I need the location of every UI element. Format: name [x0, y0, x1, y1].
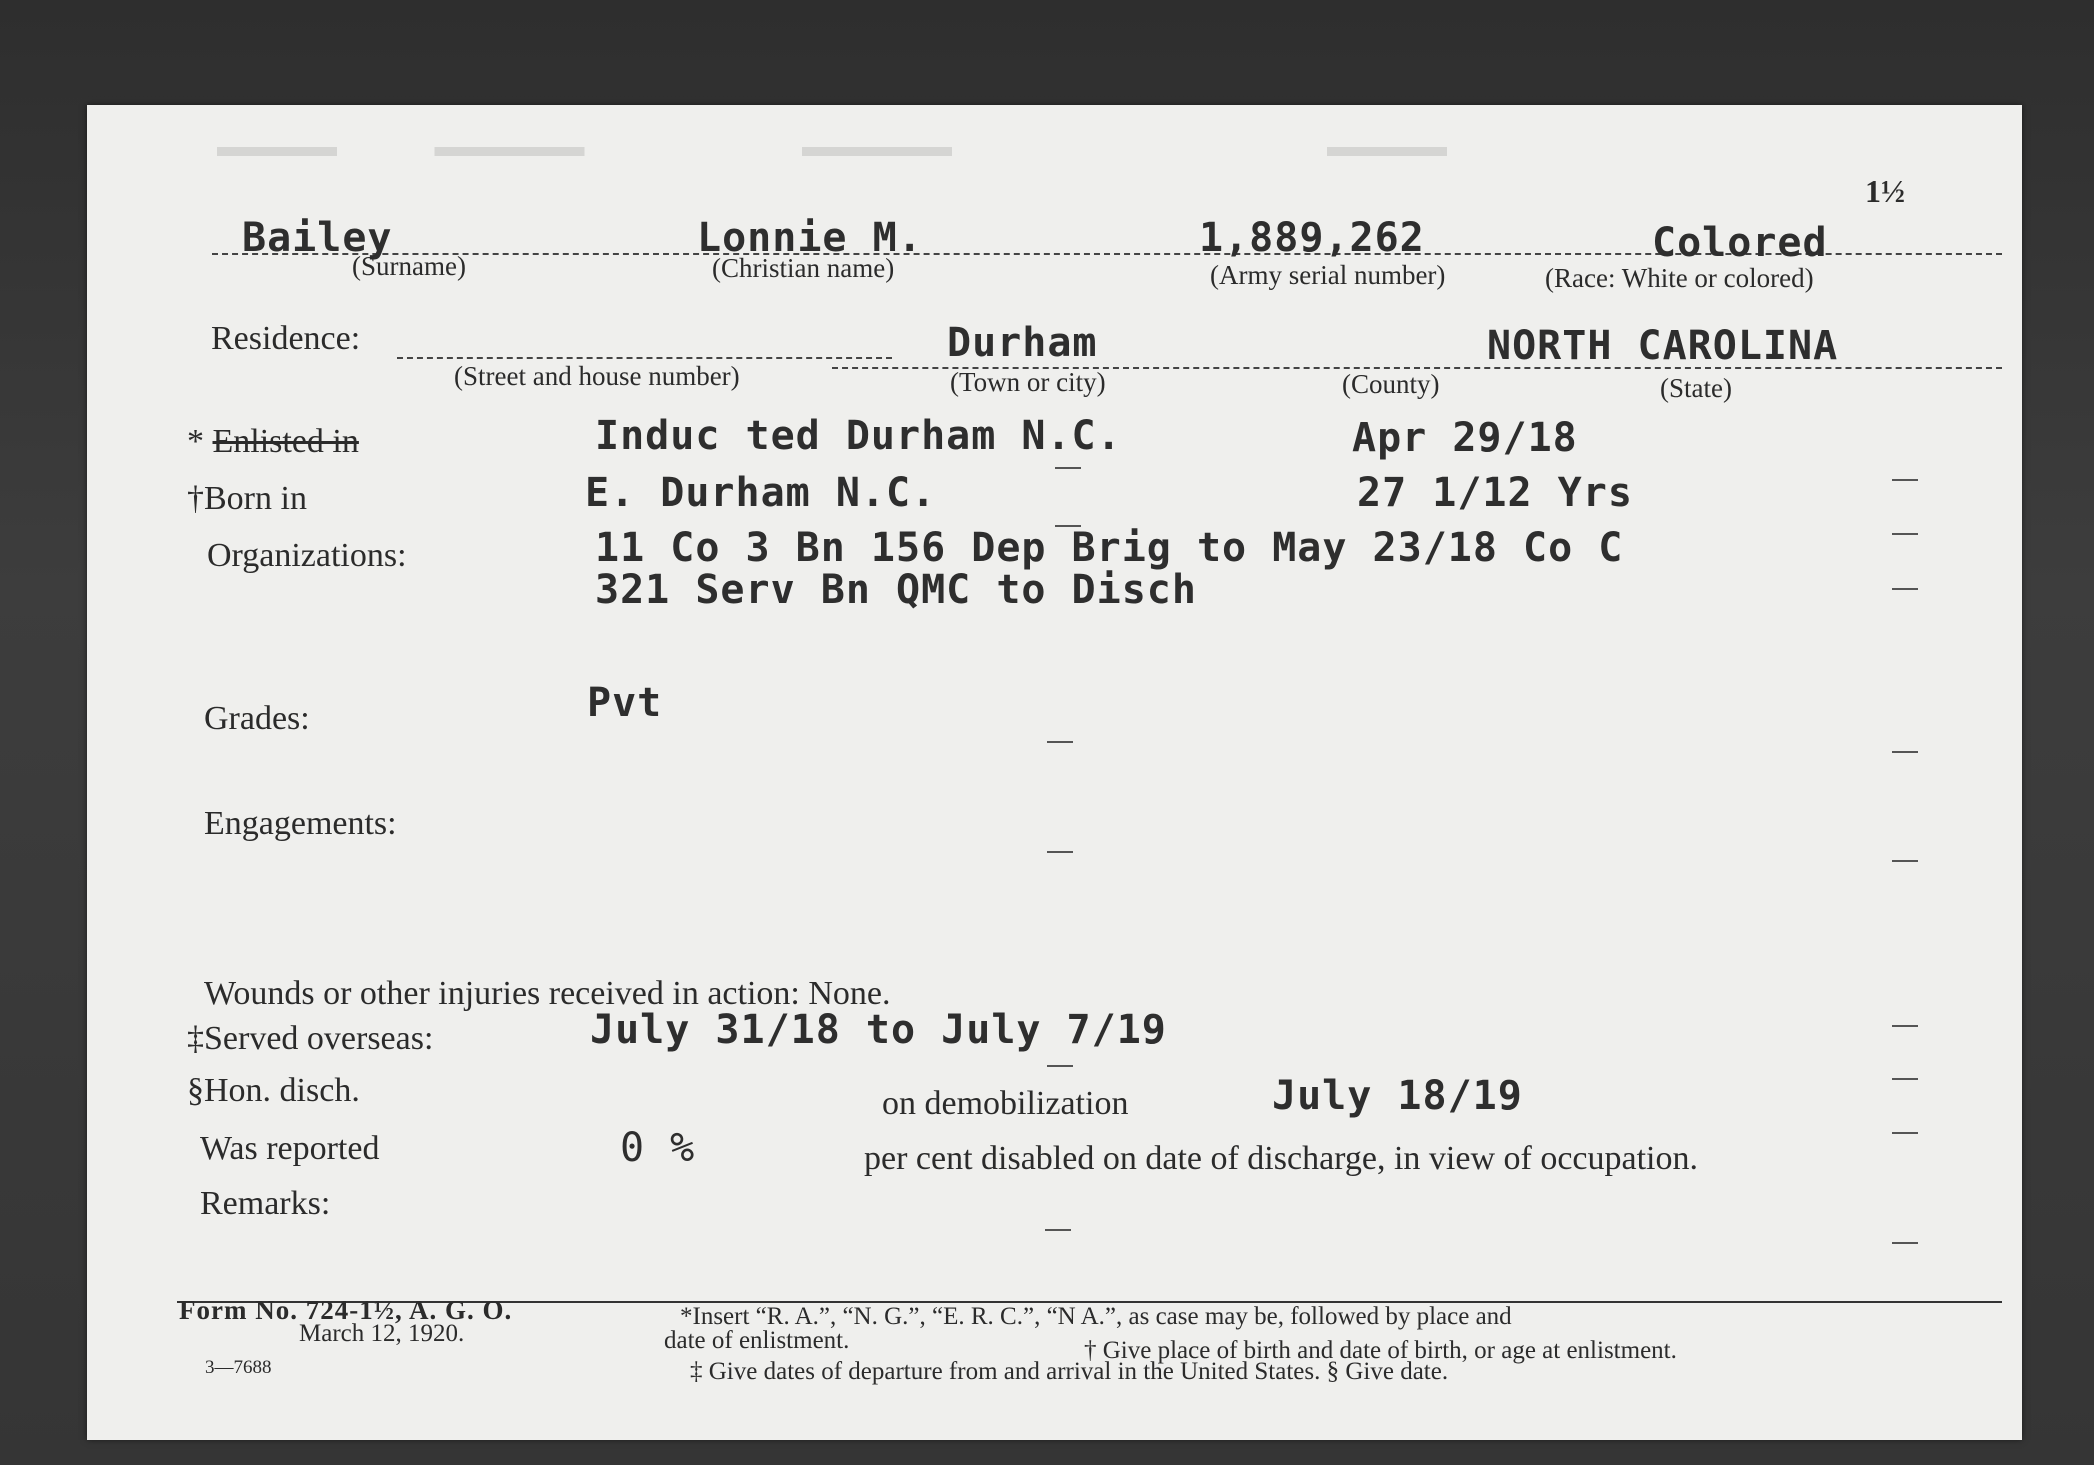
discharge-date-value: July 18/19 — [1272, 1073, 1523, 1119]
percent-disabled-value: 0 % — [620, 1125, 696, 1171]
serial-number-value: 1,889,262 — [1199, 215, 1425, 261]
county-caption: (County) — [1342, 369, 1440, 399]
born-text: Born in — [204, 480, 307, 517]
serial-number-caption: (Army serial number) — [1210, 260, 1446, 290]
born-age-value: 27 1/12 Yrs — [1357, 470, 1633, 516]
field-dash — [1892, 860, 1918, 862]
field-dash — [1047, 851, 1073, 853]
field-dash — [1045, 1229, 1071, 1231]
field-dash — [1892, 1242, 1918, 1244]
field-dash — [1892, 1132, 1918, 1134]
was-reported-label: Was reported — [200, 1130, 380, 1167]
state-caption: (State) — [1660, 373, 1732, 403]
street-caption: (Street and house number) — [454, 361, 740, 391]
race-caption: (Race: White or colored) — [1545, 263, 1814, 293]
field-dash — [1892, 533, 1918, 535]
faded-header-text: ▬▬▬▬ ▬▬▬▬▬ ▬▬▬▬▬ ▬▬▬▬ — [217, 130, 1447, 163]
form-date: March 12, 1920. — [299, 1320, 465, 1347]
field-dash — [1047, 1065, 1073, 1067]
enlisted-mark: * — [187, 423, 204, 460]
note-birth: † Give place of birth and date of birth, or age at enlistment. — [1084, 1337, 1677, 1364]
hon-text: Hon. disch. — [204, 1072, 360, 1109]
print-code: 3—7688 — [205, 1357, 272, 1378]
note-overseas: ‡ Give dates of departure from and arrival in the United States. § Give date. — [690, 1358, 1449, 1385]
enlisted-place-value: Induc ted Durham N.C. — [595, 413, 1122, 459]
field-dash — [1892, 479, 1918, 481]
born-mark: † — [187, 480, 204, 517]
field-dash — [1892, 751, 1918, 753]
christian-name-value: Lonnie M. — [697, 215, 923, 261]
surname-caption: (Surname) — [352, 251, 466, 281]
grades-value: Pvt — [587, 680, 663, 726]
served-text: Served overseas: — [204, 1020, 434, 1057]
served-mark: ‡ — [187, 1020, 204, 1057]
service-record-card — [87, 105, 2022, 1440]
note-enlistment-1: *Insert “R. A.”, “N. G.”, “E. R. C.”, “N A.”, as case may be, followed by place and — [680, 1303, 1512, 1330]
wounds-value: None. — [808, 975, 891, 1012]
street-line — [397, 357, 892, 359]
race-value: Colored — [1652, 220, 1828, 266]
organizations-line2: 321 Serv Bn QMC to Disch — [595, 567, 1197, 613]
corner-number: 1½ — [1865, 173, 1905, 209]
grades-label: Grades: — [204, 700, 310, 737]
surname-value: Bailey — [242, 215, 393, 261]
note-enlistment-2: date of enlistment. — [664, 1327, 850, 1354]
field-dash — [1892, 1025, 1918, 1027]
organizations-line1: 11 Co 3 Bn 156 Dep Brig to May 23/18 Co C — [595, 525, 1624, 571]
town-caption: (Town or city) — [950, 367, 1106, 397]
hon-mark: § — [187, 1072, 204, 1109]
organizations-label: Organizations: — [207, 537, 407, 574]
wounds-text: Wounds or other injuries received in action: — [204, 975, 800, 1012]
born-label — [187, 480, 307, 518]
hon-disch-label — [187, 1072, 360, 1110]
served-overseas-value: July 31/18 to July 7/19 — [590, 1007, 1167, 1053]
on-demobilization-label: on demobilization — [882, 1085, 1129, 1122]
residence-town-value: Durham — [947, 320, 1098, 366]
remarks-label: Remarks: — [200, 1185, 331, 1222]
field-dash — [1892, 588, 1918, 590]
served-overseas-label — [187, 1020, 433, 1058]
enlisted-text: Enlisted in — [212, 423, 359, 460]
per-cent-text: per cent disabled on date of discharge, in view of occupation. — [864, 1140, 1698, 1177]
enlisted-date-value: Apr 29/18 — [1352, 415, 1578, 461]
form-number: Form No. 724-1½, A. G. O. — [179, 1295, 513, 1325]
christian-name-caption: (Christian name) — [712, 253, 895, 283]
field-dash — [1047, 741, 1073, 743]
engagements-label: Engagements: — [204, 805, 397, 842]
born-place-value: E. Durham N.C. — [585, 470, 937, 516]
residence-label: Residence: — [211, 320, 361, 357]
residence-state-value: NORTH CAROLINA — [1487, 323, 1839, 369]
field-dash — [1892, 1078, 1918, 1080]
enlisted-label — [187, 423, 359, 461]
field-dash — [1055, 467, 1081, 469]
